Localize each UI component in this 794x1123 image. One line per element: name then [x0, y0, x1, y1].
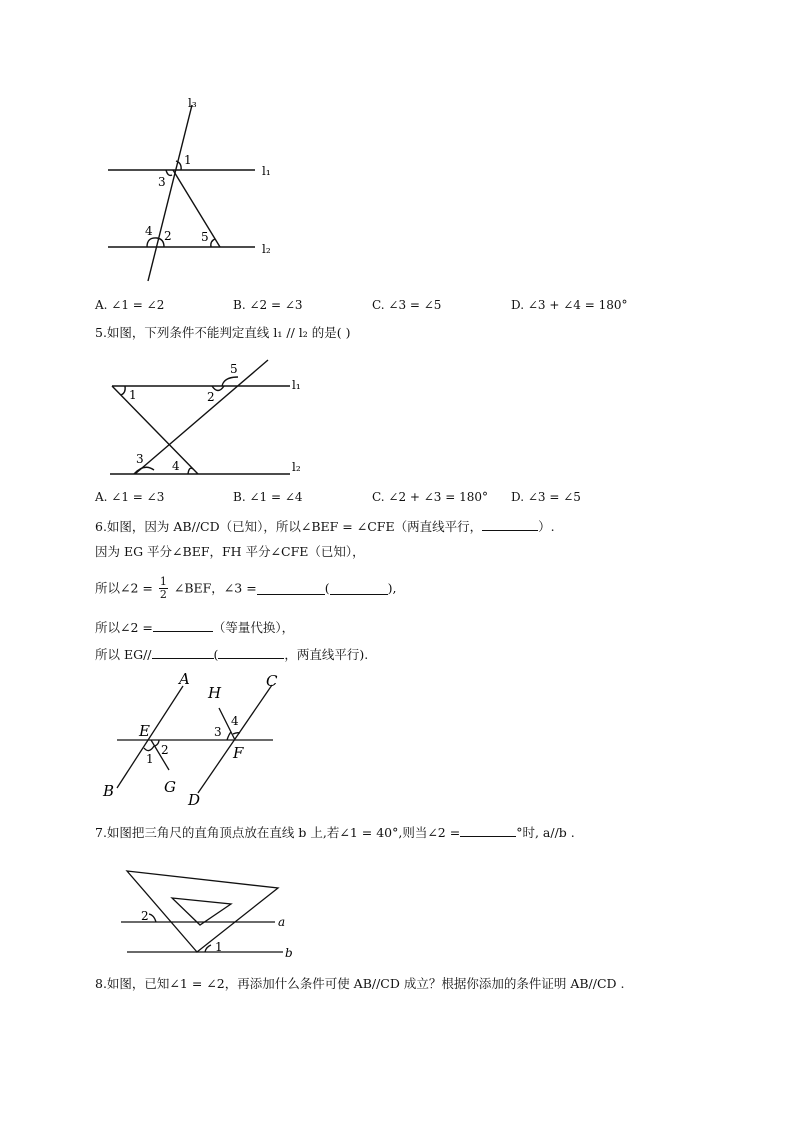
- angle-label-1: 1: [184, 153, 192, 167]
- angle-label-5: 5: [230, 362, 238, 376]
- angle-label-1: 1: [215, 940, 223, 954]
- angle-label-4: 4: [231, 714, 239, 728]
- q6-line-4-reason: （等量代换），: [212, 620, 295, 635]
- angle-arc-4: [188, 468, 193, 474]
- answer-blank[interactable]: [218, 646, 284, 659]
- q6-line-4: [95, 619, 294, 635]
- figure-q7-triangle-ruler: [115, 865, 315, 965]
- angle-label-4: 4: [172, 459, 180, 473]
- point-label-g: G: [164, 778, 176, 796]
- q7-question: [95, 824, 575, 840]
- q6-line-3: [95, 576, 396, 606]
- q6-line-4-text: 所以∠2 =: [95, 620, 153, 635]
- angle-label-5: 5: [201, 230, 209, 244]
- point-label-h: H: [208, 684, 222, 702]
- q5-option-d: D. ∠3 = ∠5: [511, 490, 581, 504]
- segment-left-cross: [112, 386, 198, 474]
- q6-line-1-text: 6.如图，因为 AB//CD（已知），所以∠BEF = ∠CFE（两直线平行，: [95, 519, 483, 534]
- q5-option-c: C. ∠2 + ∠3 = 180°: [372, 490, 489, 504]
- fraction-denominator: 2: [159, 588, 167, 601]
- q6-line-1-end: ）.: [538, 519, 555, 534]
- answer-blank[interactable]: [257, 582, 325, 595]
- angle-label-4: 4: [145, 224, 153, 238]
- angle-label-3: 3: [136, 452, 144, 466]
- q4-option-a: A. ∠1 = ∠2: [95, 298, 165, 312]
- label-l2: l₂: [262, 242, 271, 256]
- line-l3: [148, 105, 192, 281]
- angle-label-2: 2: [141, 909, 149, 923]
- angle-arc-1: [144, 746, 154, 751]
- transversal-segment: [173, 170, 220, 247]
- q6-line-5: [95, 646, 368, 662]
- q8-question: 8.如图，已知∠1 = ∠2，再添加什么条件可使 AB//CD 成立？根据你添加的条件证明 AB//CD .: [95, 976, 625, 991]
- figure-q5: [100, 355, 320, 480]
- angle-arc-5: [211, 239, 215, 247]
- angle-arc-2: [149, 914, 156, 922]
- line-ab: [117, 686, 183, 788]
- point-label-d: D: [188, 791, 201, 809]
- q4-option-b: B. ∠2 = ∠3: [233, 298, 303, 312]
- q6-line-5-text: 所以 EG//: [95, 647, 152, 662]
- triangle-outer: [127, 871, 278, 952]
- line-label-a: a: [278, 915, 286, 929]
- line-label-b: b: [285, 946, 293, 960]
- angle-label-2: 2: [164, 229, 172, 243]
- answer-blank[interactable]: [153, 619, 213, 632]
- label-l3: l₃: [188, 96, 197, 110]
- q6-line-5-paren-open: (: [213, 647, 219, 662]
- q6-line-2: 因为 EG 平分∠BEF，FH 平分∠CFE（已知），: [95, 544, 365, 559]
- segment-right-cross: [135, 360, 268, 474]
- point-label-c: C: [266, 672, 278, 690]
- label-l1: l₁: [292, 378, 301, 392]
- angle-label-2: 2: [207, 390, 215, 404]
- angle-arc-5: [222, 377, 238, 386]
- q6-line-5-end: ，两直线平行).: [284, 647, 369, 662]
- fraction-one-half: [159, 576, 168, 601]
- answer-blank[interactable]: [482, 518, 538, 531]
- angle-arc-3: [166, 170, 172, 175]
- q7-question-text: 7.如图把三角尺的直角顶点放在直线 b 上,若∠1 = 40°,则当∠2 =: [95, 825, 461, 840]
- figure-q6: [95, 668, 310, 808]
- angle-label-3: 3: [158, 175, 166, 189]
- q4-option-c: C. ∠3 = ∠5: [372, 298, 442, 312]
- triangle-inner: [172, 898, 231, 925]
- q5-option-b: B. ∠1 = ∠4: [233, 490, 303, 504]
- q6-line-1: [95, 518, 555, 534]
- q4-option-d: D. ∠3 + ∠4 = 180°: [511, 298, 628, 312]
- angle-arc-2: [155, 740, 159, 746]
- fraction-numerator: 1: [159, 575, 167, 588]
- q6-line-3-paren-open: (: [324, 580, 330, 596]
- point-label-e: E: [139, 722, 150, 740]
- angle-label-1: 1: [146, 752, 154, 766]
- figure-parallel-lines-l1-l2-l3: [100, 95, 300, 285]
- label-l2: l₂: [292, 460, 301, 474]
- answer-blank[interactable]: [152, 646, 214, 659]
- answer-blank[interactable]: [460, 824, 516, 837]
- q6-line-3-text: 所以∠2 =: [95, 580, 153, 596]
- angle-label-3: 3: [214, 725, 222, 739]
- point-label-f: F: [233, 744, 244, 762]
- q6-line-3-angle: ∠BEF，∠3 =: [173, 580, 257, 596]
- q5-option-a: A. ∠1 = ∠3: [95, 490, 165, 504]
- angle-arc-1: [205, 945, 211, 952]
- q5-question: 5.如图，下列条件不能判定直线 l₁ // l₂ 的是( ): [95, 325, 351, 340]
- q7-question-end: °时, a//b .: [516, 825, 575, 840]
- q6-line-3-paren-close: ),: [387, 580, 397, 596]
- answer-blank[interactable]: [330, 582, 388, 595]
- point-label-a: A: [179, 670, 190, 688]
- point-label-b: B: [103, 782, 115, 800]
- angle-arc-3: [227, 732, 231, 740]
- angle-label-2: 2: [161, 743, 169, 757]
- angle-arc-1: [121, 386, 125, 395]
- angle-arc-4: [147, 238, 164, 247]
- angle-label-1: 1: [129, 388, 137, 402]
- label-l1: l₁: [262, 164, 271, 178]
